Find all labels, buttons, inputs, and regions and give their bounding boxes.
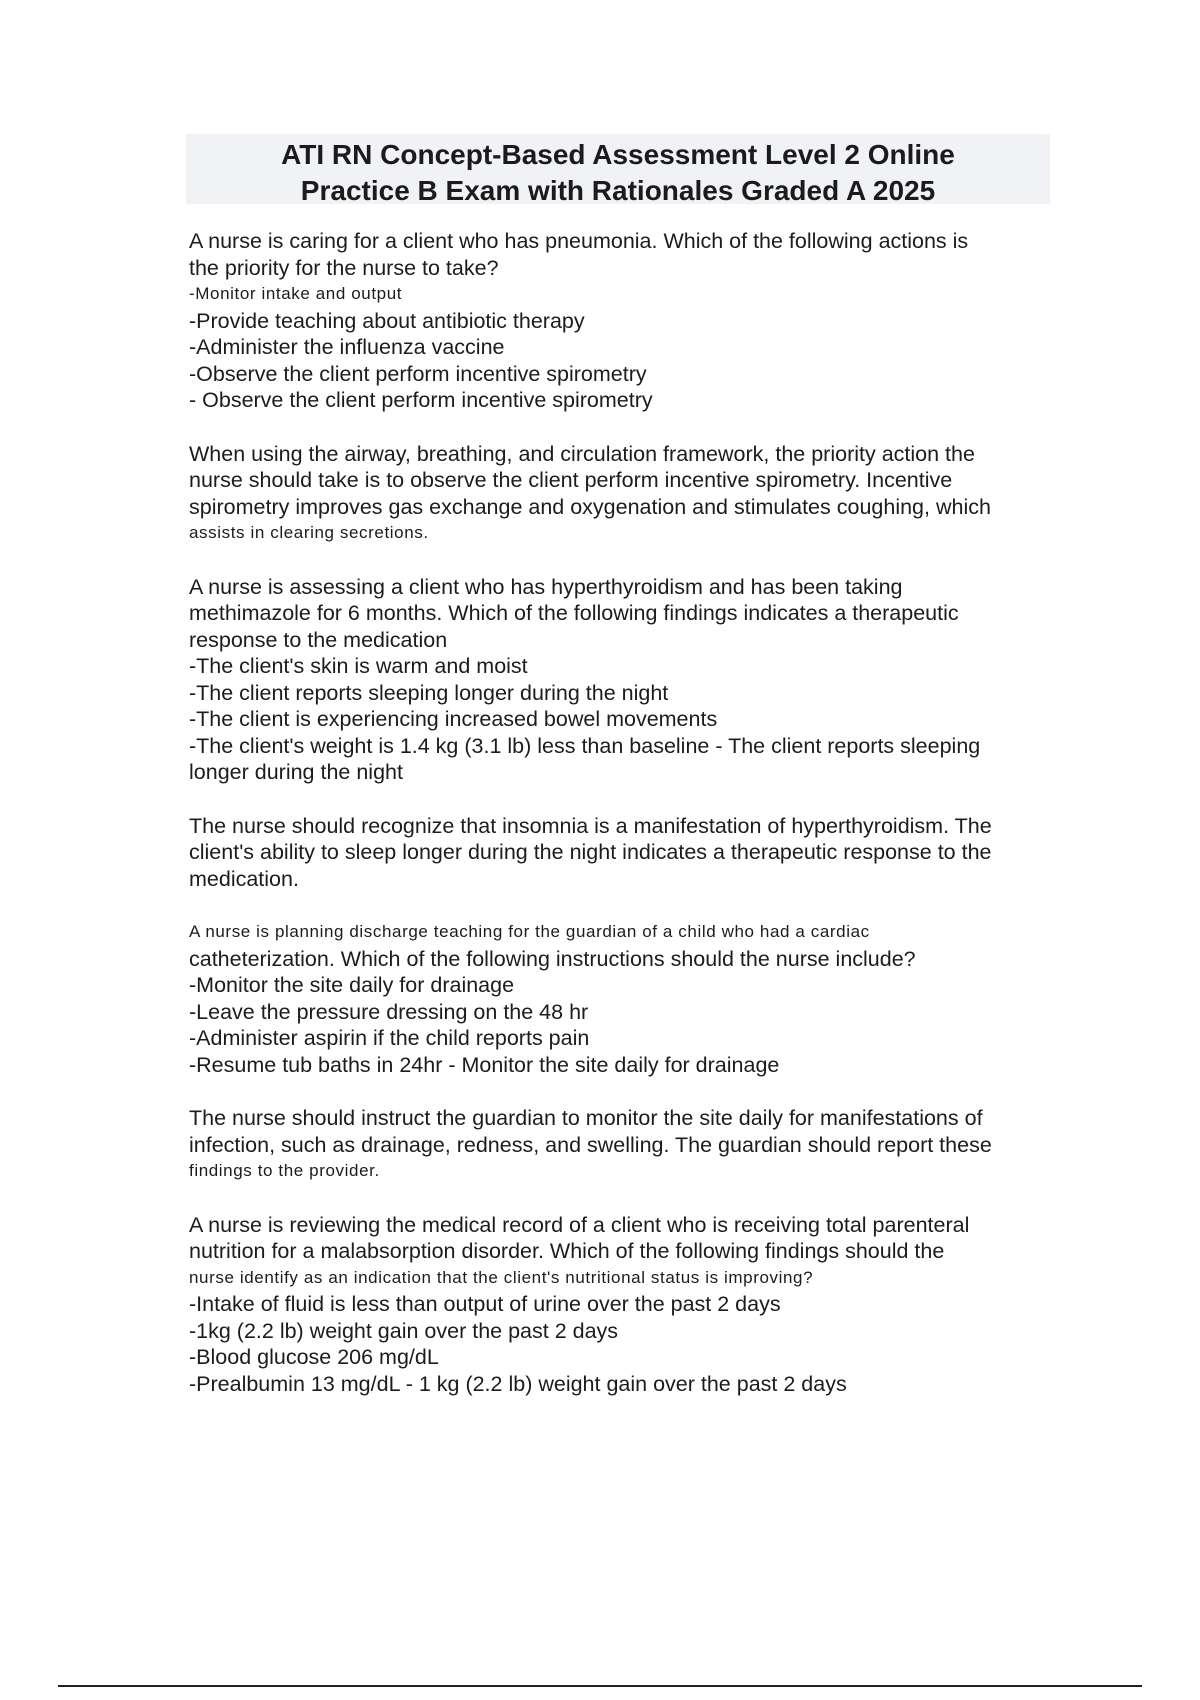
question-text: A nurse is reviewing the medical record of a client who is receiving total parenteral (189, 1212, 970, 1237)
correct-answer: longer during the night (189, 760, 403, 784)
correct-answer: -Prealbumin 13 mg/dL - 1 kg (2.2 lb) weight gain over the past 2 days (189, 1371, 847, 1396)
answer-option: -Administer the influenza vaccine (189, 335, 505, 359)
question-text: catheterization. Which of the following instructions should the nurse include? (189, 946, 916, 971)
question-text: the priority for the nurse to take? (189, 255, 499, 280)
rationale-block-2 (189, 813, 1069, 893)
answer-option: -Blood glucose 206 mg/dL (189, 1345, 439, 1369)
rationale-text: medication. (189, 866, 299, 891)
answer-option: -The client reports sleeping longer during the night (189, 680, 669, 705)
rationale-text: assists in clearing secretions. (189, 523, 429, 542)
answer-option: -The client is experiencing increased bowel movements (189, 707, 718, 731)
answer-option: -Observe the client perform incentive spirometry (189, 361, 647, 386)
answer-option: -Monitor intake and output (189, 284, 403, 303)
answer-option: -The client's skin is warm and moist (189, 654, 528, 678)
question-text: A nurse is caring for a client who has pneumonia. Which of the following actions is (189, 229, 969, 253)
footer-divider (58, 1685, 1142, 1687)
answer-option: -Monitor the site daily for drainage (189, 973, 515, 997)
answer-option: -Resume tub baths in 24hr - Monitor the site daily for drainage (189, 1052, 780, 1077)
question-block-2 (189, 574, 1069, 786)
title-banner (186, 134, 1050, 204)
answer-option: -Provide teaching about antibiotic therapy (189, 308, 585, 333)
page-title-line-2: Practice B Exam with Rationales Graded A 2025 (300, 175, 936, 204)
question-block-3 (189, 919, 1069, 1078)
rationale-text: nurse should take is to observe the client perform incentive spirometry. Incentive (189, 468, 953, 492)
rationale-block-1 (189, 441, 1069, 547)
answer-option: -Leave the pressure dressing on the 48 hr (189, 999, 589, 1024)
rationale-block-3 (189, 1105, 1069, 1185)
answer-option: -Administer aspirin if the child reports pain (189, 1026, 590, 1050)
answer-option: -Intake of fluid is less than output of urine over the past 2 days (189, 1292, 781, 1316)
rationale-text: findings to the provider. (189, 1161, 380, 1180)
question-block-1 (189, 228, 1069, 414)
rationale-text: client's ability to sleep longer during the night indicates a therapeutic response to the (189, 840, 992, 864)
question-text: nurse identify as an indication that the client's nutritional status is improving? (189, 1267, 814, 1287)
question-text: A nurse is assessing a client who has hyperthyroidism and has been taking (189, 574, 903, 599)
question-text: response to the medication (189, 627, 448, 652)
correct-answer: - Observe the client perform incentive spirometry (189, 388, 653, 412)
rationale-text: When using the airway, breathing, and circulation framework, the priority action the (189, 441, 975, 466)
rationale-text: The nurse should recognize that insomnia is a manifestation of hyperthyroidism. The (189, 813, 992, 838)
document-body (189, 228, 1069, 1424)
question-block-4 (189, 1212, 1069, 1398)
question-text: nutrition for a malabsorption disorder. Which of the following findings should the (189, 1239, 945, 1263)
question-text: A nurse is planning discharge teaching for the guardian of a child who had a cardiac (189, 922, 870, 941)
rationale-text: spirometry improves gas exchange and oxygenation and stimulates coughing, which (189, 494, 991, 519)
rationale-text: The nurse should instruct the guardian to monitor the site daily for manifestations of (189, 1106, 983, 1130)
answer-option: -1kg (2.2 lb) weight gain over the past 2 days (189, 1318, 619, 1343)
answer-option: -The client's weight is 1.4 kg (3.1 lb) less than baseline - The client reports sleeping (189, 733, 981, 758)
question-text: methimazole for 6 months. Which of the following findings indicates a therapeutic (189, 601, 959, 625)
page-title-line-1: ATI RN Concept-Based Assessment Level 2 Online (281, 139, 955, 170)
rationale-text: infection, such as drainage, redness, and swelling. The guardian should report these (189, 1132, 992, 1157)
